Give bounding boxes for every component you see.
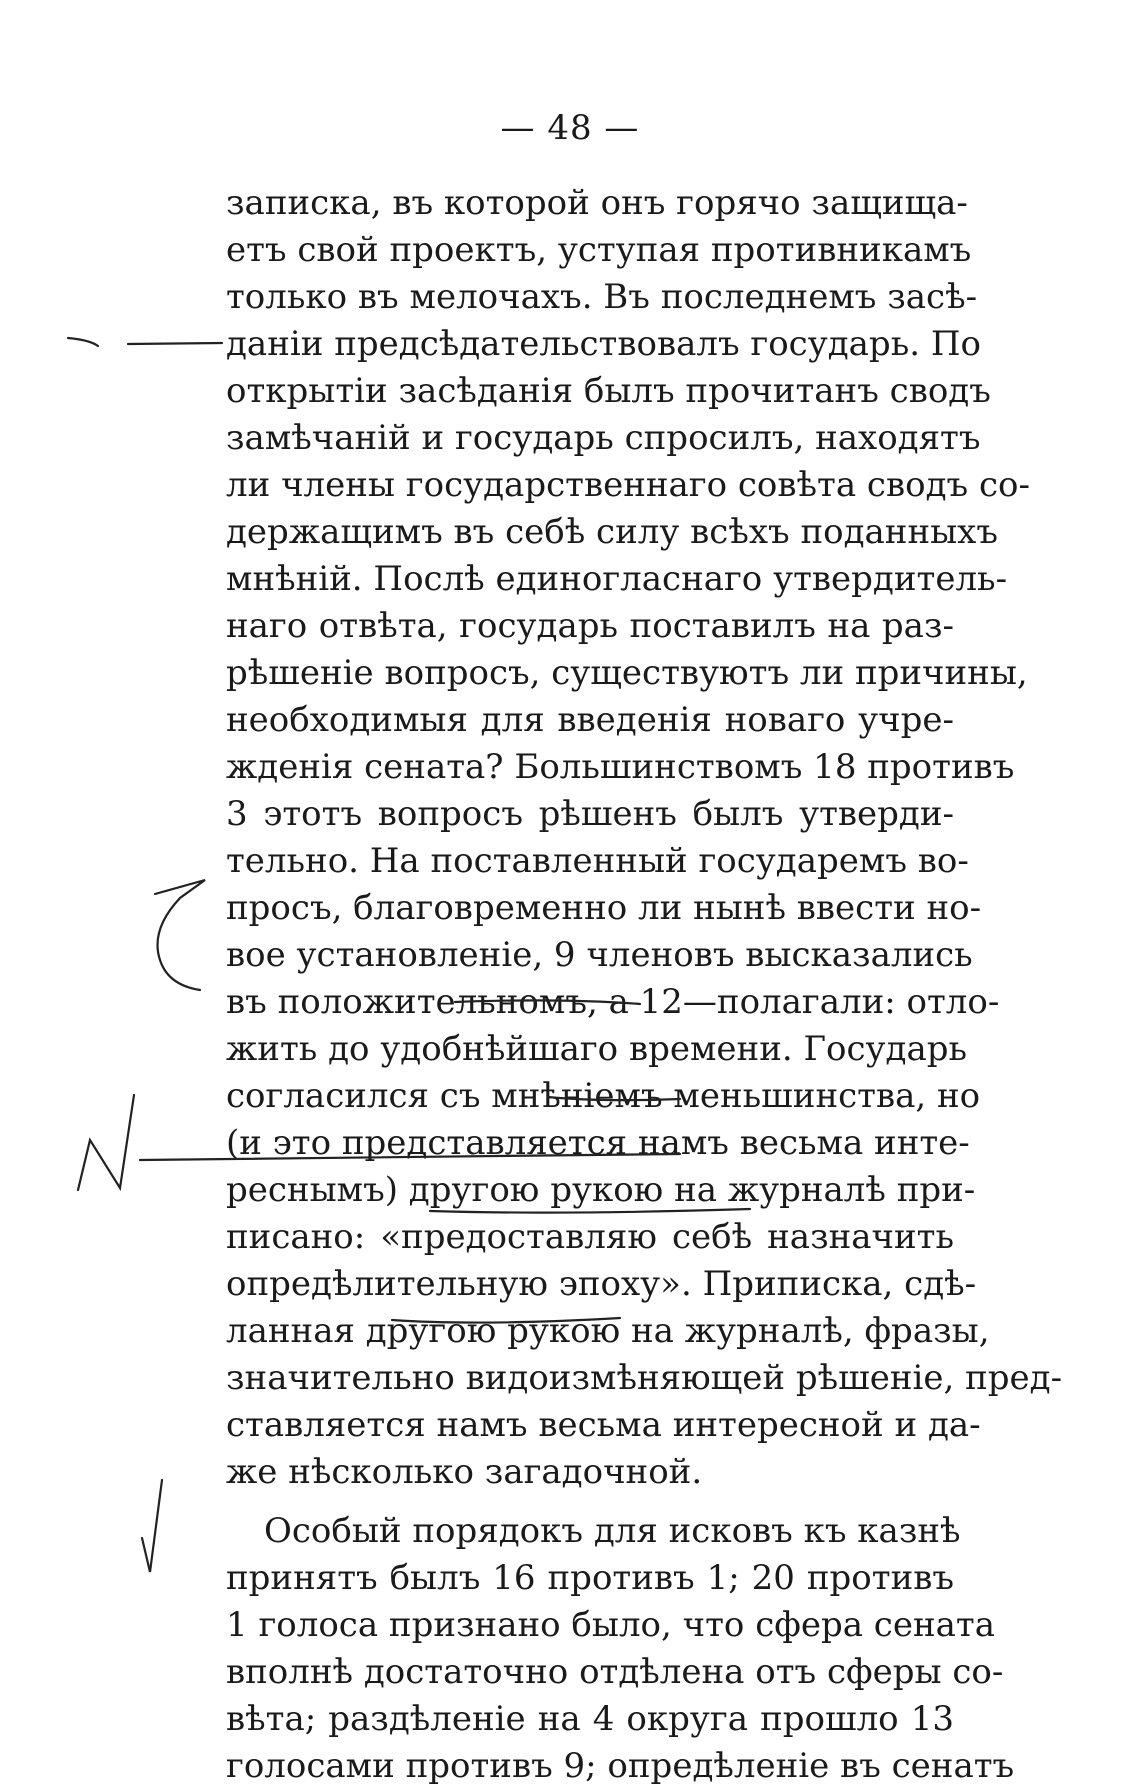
text-line: вполнѣ достаточно отдѣлена отъ сферы со- bbox=[226, 1652, 1004, 1692]
text-line: 3 этотъ вопросъ рѣшенъ былъ утверди- bbox=[226, 794, 954, 834]
text-line: значительно видоизмѣняющей рѣшеніе, пред- bbox=[226, 1358, 1063, 1398]
text-line: вое установленіе, 9 членовъ высказались bbox=[226, 935, 973, 975]
text-line: жденія сената? Большинствомъ 18 противъ bbox=[226, 747, 1015, 787]
text-line: замѣчаній и государь спросилъ, находятъ bbox=[226, 418, 981, 458]
text-line: жить до удобнѣйшаго времени. Государь bbox=[226, 1029, 967, 1069]
text-line: етъ свой проектъ, уступая противникамъ bbox=[226, 230, 972, 270]
text-line: необходимыя для введенія новаго учре- bbox=[226, 700, 954, 740]
text-line: опредѣлительную эпоху». Приписка, сдѣ- bbox=[226, 1264, 977, 1304]
paragraph-gap bbox=[226, 1496, 954, 1508]
margin-check-mark bbox=[142, 1480, 162, 1572]
text-line: реснымъ) другою рукою на журналѣ при- bbox=[226, 1170, 976, 1210]
text-line: (и это представляется намъ весьма инте- bbox=[226, 1123, 970, 1163]
text-line: Особый порядокъ для исковъ къ казнѣ bbox=[264, 1511, 961, 1551]
text-line: принятъ былъ 16 противъ 1; 20 противъ bbox=[226, 1558, 954, 1598]
text-line: согласился съ мнѣніемъ меньшинства, но bbox=[226, 1076, 981, 1116]
paragraph-2 bbox=[226, 1508, 1015, 1790]
margin-underline-mark bbox=[128, 343, 222, 344]
text-line: даніи предсѣдательствовалъ государь. По bbox=[226, 324, 981, 364]
text-line: ставляется намъ весьма интересной и да- bbox=[226, 1405, 981, 1445]
text-line: открытіи засѣданія былъ прочитанъ сводъ bbox=[226, 371, 991, 411]
text-line: держащимъ въ себѣ силу всѣхъ поданныхъ bbox=[226, 512, 998, 552]
text-line: рѣшеніе вопросъ, существуютъ ли причины, bbox=[226, 653, 1028, 693]
text-line: просъ, благовременно ли нынѣ ввести но- bbox=[226, 888, 982, 928]
margin-bracket-mark bbox=[155, 880, 205, 990]
text-line: писано: «предоставляю себѣ назначить bbox=[226, 1217, 954, 1257]
text-line: же нѣсколько загадочной. bbox=[226, 1452, 703, 1492]
text-line: ланная другою рукою на журналѣ, фразы, bbox=[226, 1311, 990, 1351]
text-line: 1 голоса признано было, что сфера сената bbox=[226, 1605, 995, 1645]
text-line: только въ мелочахъ. Въ последнемъ засѣ- bbox=[226, 277, 978, 317]
body-text bbox=[226, 180, 1063, 1790]
text-line: ли члены государственнаго совѣта сводъ со- bbox=[226, 465, 1030, 505]
page-number: — 48 — bbox=[500, 108, 640, 148]
text-line: въ положительномъ, а 12—полагали: отло- bbox=[226, 982, 1000, 1022]
text-line: тельно. На поставленный государемъ во- bbox=[226, 841, 969, 881]
text-line: записка, въ которой онъ горячо защища- bbox=[226, 183, 968, 223]
margin-n-mark bbox=[78, 1095, 134, 1190]
text-line: наго отвѣта, государь поставилъ на раз- bbox=[226, 606, 954, 646]
margin-dash-mark bbox=[68, 338, 98, 346]
text-line: мнѣній. Послѣ единогласнаго утвердитель- bbox=[226, 559, 1008, 599]
text-line: голосами противъ 9; опредѣленіе въ сенатъ bbox=[226, 1746, 1015, 1786]
paragraph-1 bbox=[226, 180, 1063, 1496]
text-line: вѣта; раздѣленіе на 4 округа прошло 13 bbox=[226, 1699, 954, 1739]
